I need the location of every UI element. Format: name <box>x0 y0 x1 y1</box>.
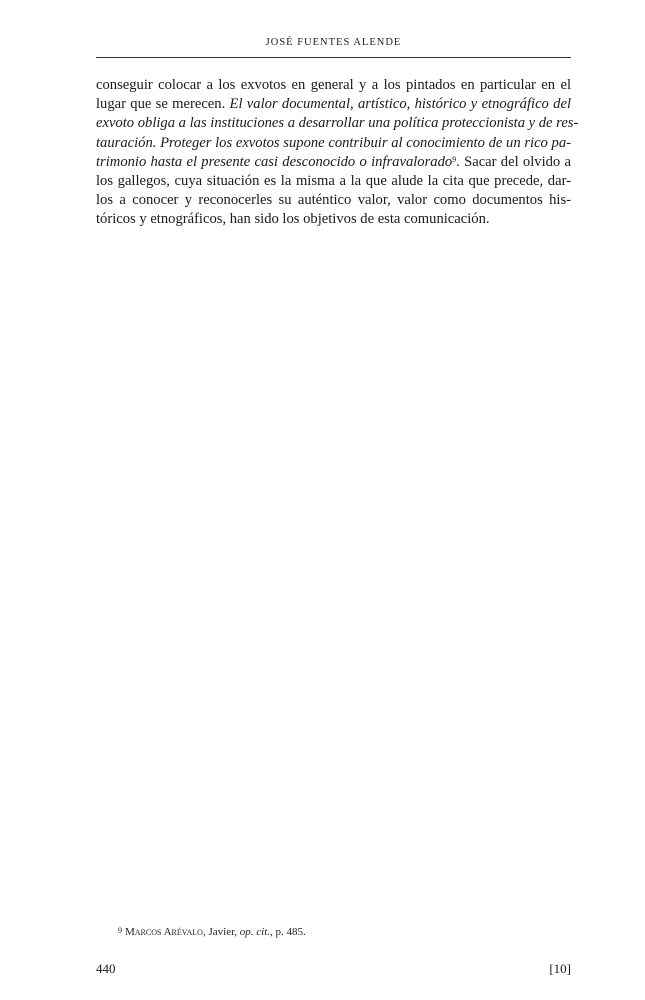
text-line <box>96 95 571 114</box>
footnote-reference: 9 <box>452 154 457 164</box>
italic-quote-segment: tauración. Proteger los exvotos supone contribuir al conocimiento de un rico pa- <box>96 134 571 151</box>
footnote-number: 9 <box>118 926 122 935</box>
text-segment: lugar que se merecen. <box>96 96 230 113</box>
header-rule <box>96 57 571 58</box>
text-segment: tóricos y etnográficos, han sido los objetivos de esta comunicación. <box>96 211 490 228</box>
text-segment: conseguir colocar a los exvotos en general y a los pintados en particular en el <box>96 77 571 93</box>
text-line <box>96 191 571 210</box>
text-line <box>96 210 571 229</box>
section-number: [10] <box>549 961 571 976</box>
running-head: JOSÉ FUENTES ALENDE <box>265 37 402 48</box>
text-segment: los gallegos, cuya situación es la misma a la que alude la cita que precede, dar- <box>96 173 571 190</box>
footnote <box>118 926 306 938</box>
text-line <box>96 76 571 95</box>
footnote-author-rest: , Javier, <box>202 926 240 938</box>
body-paragraph <box>96 76 579 230</box>
text-segment: . Sacar del olvido a <box>456 153 571 170</box>
footnote-page-ref: , p. 485. <box>270 926 306 938</box>
page-number: 440 <box>96 961 116 976</box>
italic-quote-segment: El valor documental, artístico, histórico y etnográfico del <box>229 96 571 113</box>
italic-quote-segment: exvoto obliga a las instituciones a desarrollar una política proteccionista y de res- <box>96 115 579 132</box>
text-segment: los a conocer y reconocerles su auténtico valor, valor como documentos his- <box>96 192 571 209</box>
text-line <box>96 114 579 133</box>
text-line <box>96 153 571 172</box>
text-line <box>96 134 571 153</box>
italic-quote-segment: trimonio hasta el presente casi desconocido o infravalorado <box>96 153 453 170</box>
text-line <box>96 172 571 191</box>
footnote-op-cit: op. cit. <box>239 926 271 938</box>
footnote-author: Marcos Arévalo <box>125 926 203 938</box>
